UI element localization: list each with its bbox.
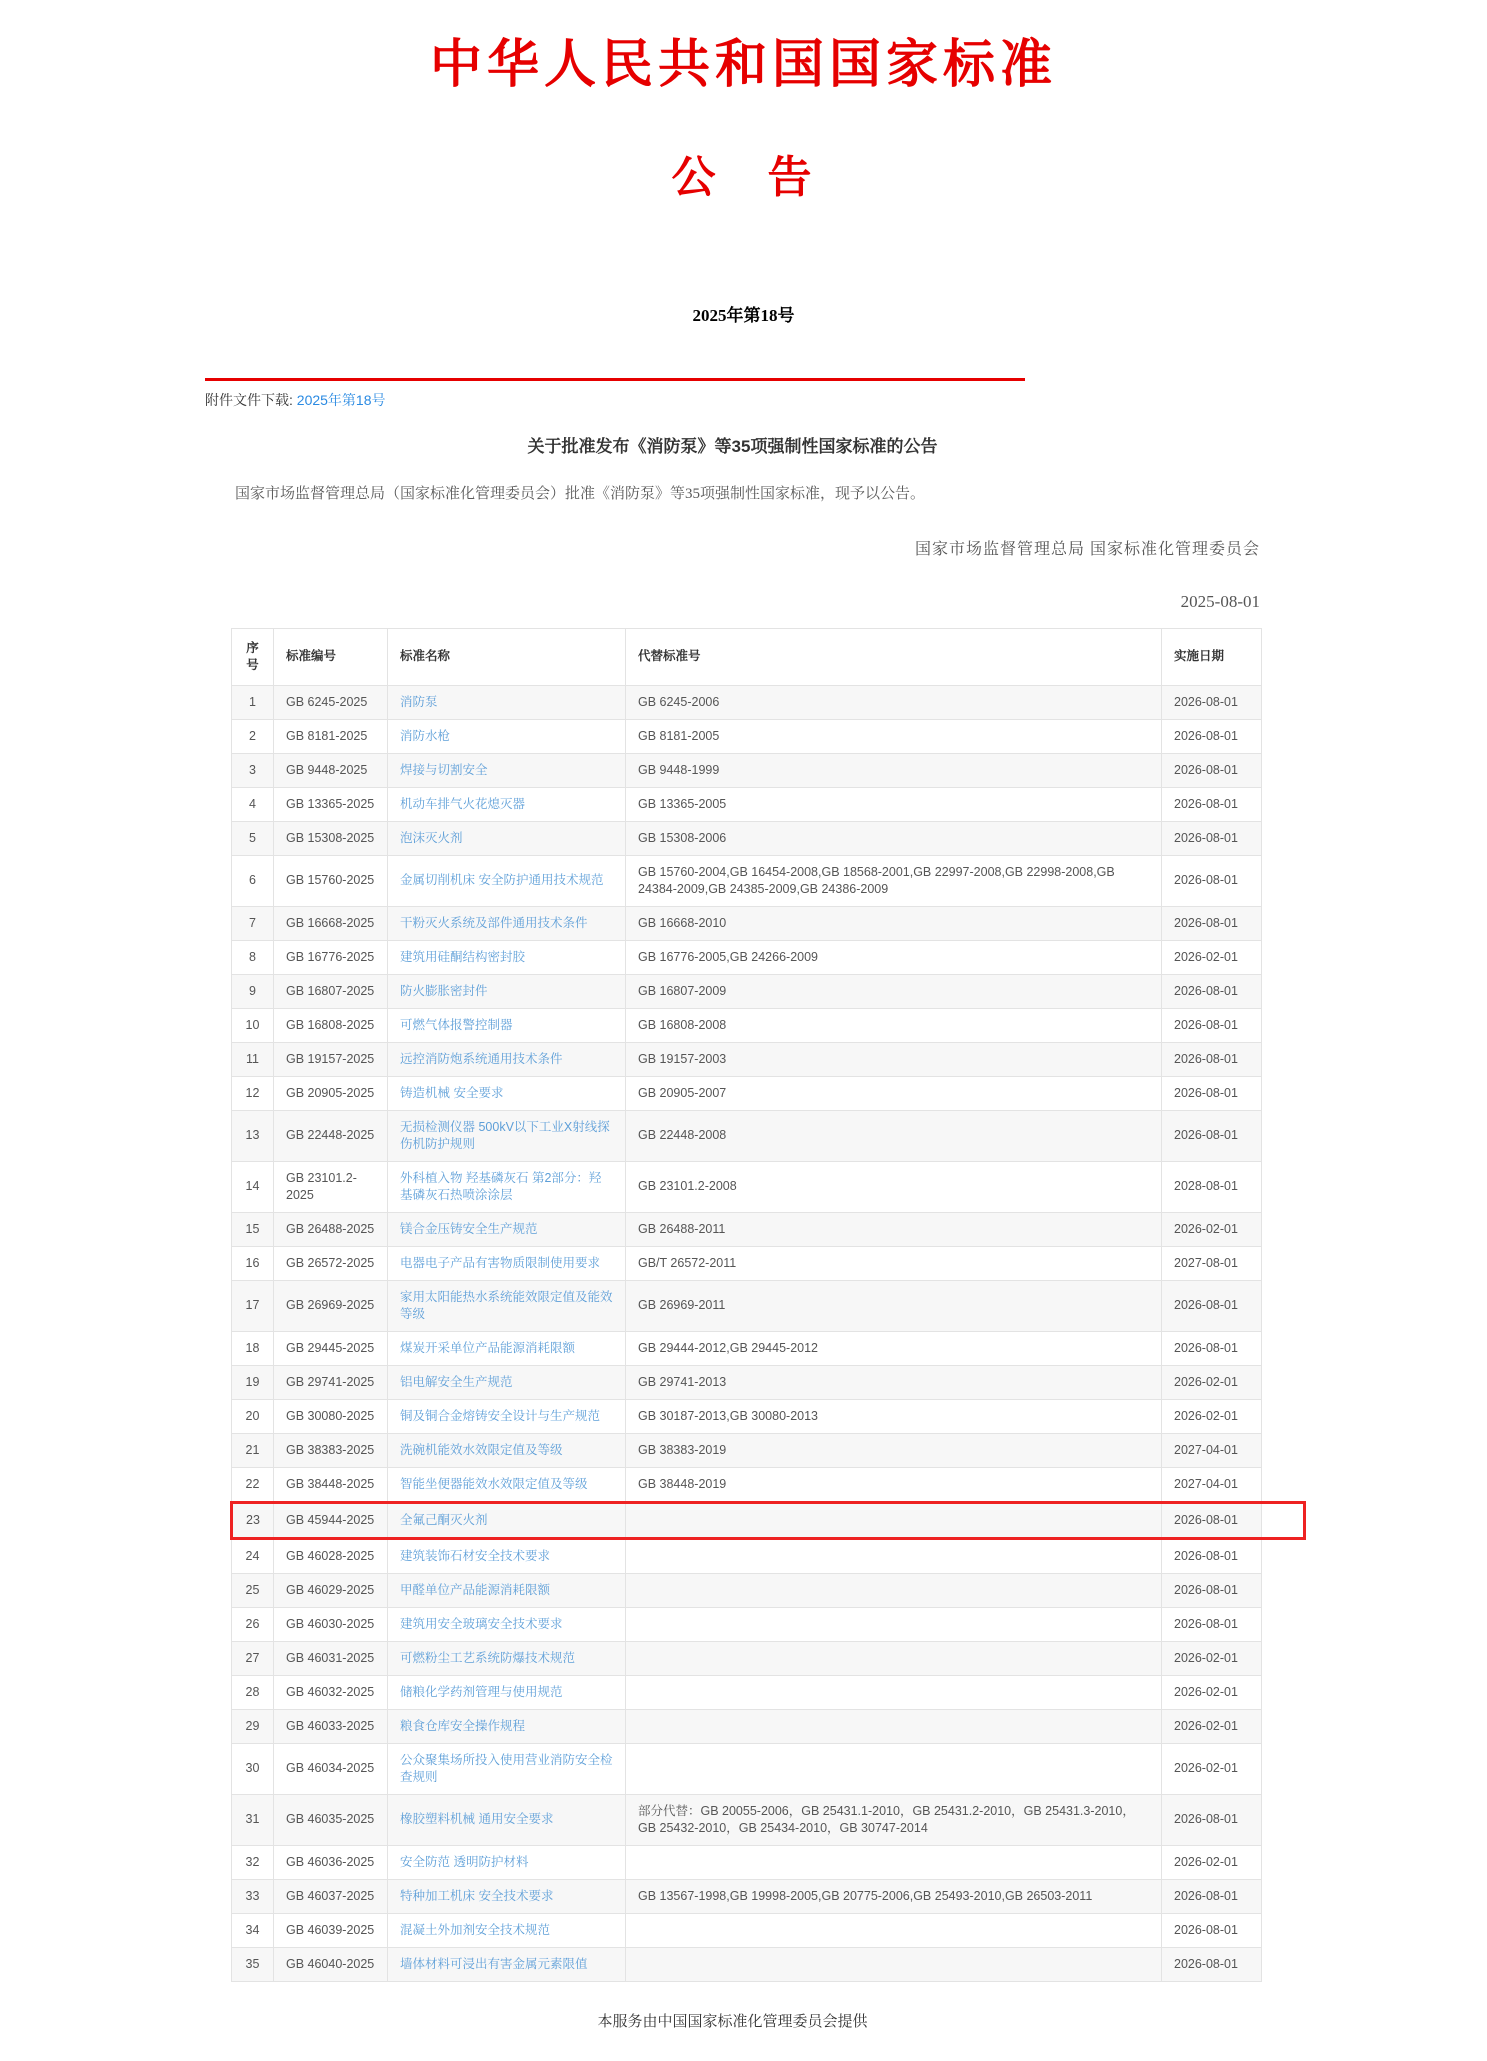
cell-implementation-date: 2026-02-01 xyxy=(1162,1709,1262,1743)
cell-standard-code: GB 46028-2025 xyxy=(274,1538,388,1573)
cell-replaced-standards: GB 26969-2011 xyxy=(626,1280,1162,1331)
cell-standard-code: GB 26572-2025 xyxy=(274,1246,388,1280)
cell-implementation-date: 2026-08-01 xyxy=(1162,821,1262,855)
standard-name-link[interactable]: 建筑用硅酮结构密封胶 xyxy=(400,949,526,964)
cell-replaced-standards xyxy=(626,1947,1162,1981)
cell-standard-name xyxy=(388,1502,626,1538)
table-row xyxy=(232,1502,1262,1538)
standard-name-link[interactable]: 智能坐便器能效水效限定值及等级 xyxy=(400,1476,588,1491)
standard-name-link[interactable]: 洗碗机能效水效限定值及等级 xyxy=(400,1442,563,1457)
cell-serial-number: 18 xyxy=(232,1331,274,1365)
cell-implementation-date: 2026-08-01 xyxy=(1162,974,1262,1008)
cell-standard-name xyxy=(388,974,626,1008)
cell-serial-number: 25 xyxy=(232,1573,274,1607)
standard-name-link[interactable]: 机动车排气火花熄灭器 xyxy=(400,796,526,811)
table-row xyxy=(232,1913,1262,1947)
cell-replaced-standards xyxy=(626,1743,1162,1794)
cell-implementation-date: 2026-08-01 xyxy=(1162,1913,1262,1947)
attachment-label: 附件文件下载: xyxy=(205,392,293,408)
standard-name-link[interactable]: 铸造机械 安全要求 xyxy=(400,1085,504,1100)
cell-standard-name xyxy=(388,1365,626,1399)
cell-standard-code: GB 16776-2025 xyxy=(274,940,388,974)
cell-serial-number: 5 xyxy=(232,821,274,855)
standard-name-link[interactable]: 泡沫灭火剂 xyxy=(400,830,463,845)
cell-implementation-date: 2026-08-01 xyxy=(1162,1008,1262,1042)
standard-name-link[interactable]: 墙体材料可浸出有害金属元素限值 xyxy=(400,1956,588,1971)
cell-standard-name xyxy=(388,1042,626,1076)
cell-replaced-standards: GB 23101.2-2008 xyxy=(626,1161,1162,1212)
standard-name-link[interactable]: 储粮化学药剂管理与使用规范 xyxy=(400,1684,563,1699)
cell-serial-number: 33 xyxy=(232,1879,274,1913)
cell-standard-code: GB 15308-2025 xyxy=(274,821,388,855)
cell-implementation-date: 2026-08-01 xyxy=(1162,1110,1262,1161)
cell-standard-name xyxy=(388,1467,626,1502)
column-header-code: 标准编号 xyxy=(274,628,388,685)
cell-standard-name xyxy=(388,1573,626,1607)
cell-serial-number: 13 xyxy=(232,1110,274,1161)
standard-name-link[interactable]: 建筑装饰石材安全技术要求 xyxy=(400,1548,551,1563)
cell-replaced-standards: GB 20905-2007 xyxy=(626,1076,1162,1110)
table-row xyxy=(232,1433,1262,1467)
table-row xyxy=(232,1365,1262,1399)
cell-serial-number: 22 xyxy=(232,1467,274,1502)
cell-implementation-date: 2026-02-01 xyxy=(1162,1743,1262,1794)
cell-serial-number: 10 xyxy=(232,1008,274,1042)
cell-serial-number: 19 xyxy=(232,1365,274,1399)
cell-standard-code: GB 46032-2025 xyxy=(274,1675,388,1709)
cell-serial-number: 12 xyxy=(232,1076,274,1110)
cell-standard-name xyxy=(388,1743,626,1794)
cell-serial-number: 26 xyxy=(232,1607,274,1641)
cell-implementation-date: 2026-08-01 xyxy=(1162,1042,1262,1076)
standard-name-link[interactable]: 煤炭开采单位产品能源消耗限额 xyxy=(400,1340,576,1355)
cell-replaced-standards: GB 16668-2010 xyxy=(626,906,1162,940)
cell-replaced-standards: 部分代替：GB 20055-2006，GB 25431.1-2010，GB 25431.2-2010，GB 25431.3-2010，GB 25432-2010，GB 25434-2010，GB 30747-2014 xyxy=(626,1794,1162,1845)
cell-implementation-date: 2026-08-01 xyxy=(1162,753,1262,787)
cell-serial-number: 29 xyxy=(232,1709,274,1743)
standard-name-link[interactable]: 铝电解安全生产规范 xyxy=(400,1374,513,1389)
attachment-row xyxy=(205,390,1260,410)
cell-replaced-standards: GB 9448-1999 xyxy=(626,753,1162,787)
cell-standard-name xyxy=(388,1212,626,1246)
standard-name-link[interactable]: 可燃气体报警控制器 xyxy=(400,1017,513,1032)
cell-implementation-date: 2026-08-01 xyxy=(1162,855,1262,906)
cell-implementation-date: 2026-08-01 xyxy=(1162,1538,1262,1573)
cell-standard-code: GB 15760-2025 xyxy=(274,855,388,906)
cell-serial-number: 9 xyxy=(232,974,274,1008)
cell-standard-name xyxy=(388,1538,626,1573)
cell-serial-number: 32 xyxy=(232,1845,274,1879)
cell-replaced-standards xyxy=(626,1502,1162,1538)
cell-implementation-date: 2026-08-01 xyxy=(1162,1607,1262,1641)
page-title: 中华人民共和国国家标准 xyxy=(429,37,1057,94)
cell-replaced-standards xyxy=(626,1573,1162,1607)
cell-standard-code: GB 46035-2025 xyxy=(274,1794,388,1845)
cell-serial-number: 3 xyxy=(232,753,274,787)
content-container xyxy=(205,378,1260,2061)
announcement-heading: 关于批准发布《消防泵》等35项强制性国家标准的公告 xyxy=(527,437,938,456)
table-row xyxy=(232,1280,1262,1331)
table-row xyxy=(232,1573,1262,1607)
table-row xyxy=(232,906,1262,940)
standard-name-link[interactable]: 电器电子产品有害物质限制使用要求 xyxy=(400,1255,601,1270)
announcement-date: 2025-08-01 xyxy=(1180,591,1260,611)
standard-name-link[interactable]: 粮食仓库安全操作规程 xyxy=(400,1718,526,1733)
standard-name-link[interactable]: 混凝土外加剂安全技术规范 xyxy=(400,1922,551,1937)
signature: 国家市场监督管理总局 国家标准化管理委员会 xyxy=(914,540,1260,558)
cell-replaced-standards: GB 16807-2009 xyxy=(626,974,1162,1008)
cell-replaced-standards xyxy=(626,1709,1162,1743)
cell-replaced-standards: GB 8181-2005 xyxy=(626,719,1162,753)
cell-standard-code: GB 46037-2025 xyxy=(274,1879,388,1913)
table-row xyxy=(232,1641,1262,1675)
cell-serial-number: 6 xyxy=(232,855,274,906)
cell-implementation-date: 2026-08-01 xyxy=(1162,1879,1262,1913)
standard-name-link[interactable]: 远控消防炮系统通用技术条件 xyxy=(400,1051,563,1066)
cell-implementation-date: 2026-08-01 xyxy=(1162,719,1262,753)
table-row xyxy=(232,974,1262,1008)
announcement-subtitle: 公 告 xyxy=(671,153,816,202)
standard-name-link[interactable]: 无损检测仪器 500kV以下工业X射线探伤机防护规则 xyxy=(400,1119,610,1151)
cell-standard-code: GB 20905-2025 xyxy=(274,1076,388,1110)
column-header-no: 序号 xyxy=(232,628,274,685)
cell-serial-number: 34 xyxy=(232,1913,274,1947)
standard-name-link[interactable]: 镁合金压铸安全生产规范 xyxy=(400,1221,538,1236)
cell-standard-name xyxy=(388,1008,626,1042)
cell-implementation-date: 2027-04-01 xyxy=(1162,1433,1262,1467)
cell-serial-number: 24 xyxy=(232,1538,274,1573)
standard-name-link[interactable]: 甲醛单位产品能源消耗限额 xyxy=(400,1582,551,1597)
cell-replaced-standards xyxy=(626,1641,1162,1675)
table-row xyxy=(232,1607,1262,1641)
cell-standard-code: GB 16808-2025 xyxy=(274,1008,388,1042)
attachment-link[interactable]: 2025年第18号 xyxy=(296,392,386,408)
red-divider xyxy=(205,378,1025,381)
cell-serial-number: 8 xyxy=(232,940,274,974)
cell-serial-number: 23 xyxy=(232,1502,274,1538)
cell-implementation-date: 2026-02-01 xyxy=(1162,1399,1262,1433)
cell-standard-name xyxy=(388,1076,626,1110)
cell-standard-code: GB 30080-2025 xyxy=(274,1399,388,1433)
cell-implementation-date: 2026-08-01 xyxy=(1162,1076,1262,1110)
cell-replaced-standards: GB 13365-2005 xyxy=(626,787,1162,821)
table-row xyxy=(232,1794,1262,1845)
cell-replaced-standards: GB 15308-2006 xyxy=(626,821,1162,855)
standards-table xyxy=(230,628,1262,1982)
table-row xyxy=(232,1709,1262,1743)
cell-standard-name xyxy=(388,753,626,787)
cell-implementation-date: 2026-08-01 xyxy=(1162,1502,1262,1538)
cell-replaced-standards xyxy=(626,1675,1162,1709)
cell-implementation-date: 2026-02-01 xyxy=(1162,1212,1262,1246)
standard-name-link[interactable]: 公众聚集场所投入使用营业消防安全检查规则 xyxy=(400,1752,613,1784)
standard-name-link[interactable]: 铜及铜合金熔铸安全设计与生产规范 xyxy=(400,1408,601,1423)
cell-standard-code: GB 9448-2025 xyxy=(274,753,388,787)
table-row xyxy=(232,821,1262,855)
issue-number: 2025年第18号 xyxy=(692,306,795,325)
cell-standard-name xyxy=(388,1607,626,1641)
cell-replaced-standards xyxy=(626,1538,1162,1573)
cell-standard-code: GB 23101.2-2025 xyxy=(274,1161,388,1212)
cell-standard-name xyxy=(388,1110,626,1161)
cell-replaced-standards: GB 13567-1998,GB 19998-2005,GB 20775-2006,GB 25493-2010,GB 26503-2011 xyxy=(626,1879,1162,1913)
cell-replaced-standards xyxy=(626,1913,1162,1947)
standard-name-link[interactable]: 干粉灭火系统及部件通用技术条件 xyxy=(400,915,588,930)
cell-implementation-date: 2026-08-01 xyxy=(1162,1331,1262,1365)
cell-standard-code: GB 13365-2025 xyxy=(274,787,388,821)
cell-implementation-date: 2028-08-01 xyxy=(1162,1161,1262,1212)
cell-serial-number: 1 xyxy=(232,685,274,719)
table-row xyxy=(232,1042,1262,1076)
cell-standard-code: GB 38448-2025 xyxy=(274,1467,388,1502)
table-row xyxy=(232,1008,1262,1042)
standard-name-link[interactable]: 焊接与切割安全 xyxy=(400,762,488,777)
standard-name-link[interactable]: 防火膨胀密封件 xyxy=(400,983,488,998)
footer-text: 本服务由中国国家标准化管理委员会提供 xyxy=(597,2012,868,2030)
standard-name-link[interactable]: 特种加工机床 安全技术要求 xyxy=(400,1888,554,1903)
cell-standard-code: GB 46039-2025 xyxy=(274,1913,388,1947)
cell-standard-name xyxy=(388,1794,626,1845)
cell-replaced-standards: GB 19157-2003 xyxy=(626,1042,1162,1076)
table-row xyxy=(232,1076,1262,1110)
cell-serial-number: 4 xyxy=(232,787,274,821)
cell-standard-name xyxy=(388,940,626,974)
cell-implementation-date: 2026-08-01 xyxy=(1162,685,1262,719)
cell-standard-name xyxy=(388,1331,626,1365)
table-row xyxy=(232,1743,1262,1794)
cell-standard-name xyxy=(388,855,626,906)
cell-implementation-date: 2026-08-01 xyxy=(1162,1280,1262,1331)
cell-standard-code: GB 8181-2025 xyxy=(274,719,388,753)
cell-serial-number: 11 xyxy=(232,1042,274,1076)
standard-name-link[interactable]: 家用太阳能热水系统能效限定值及能效等级 xyxy=(400,1289,613,1321)
cell-serial-number: 28 xyxy=(232,1675,274,1709)
cell-standard-code: GB 6245-2025 xyxy=(274,685,388,719)
cell-implementation-date: 2026-08-01 xyxy=(1162,1573,1262,1607)
column-header-date: 实施日期 xyxy=(1162,628,1262,685)
cell-standard-name xyxy=(388,1709,626,1743)
cell-implementation-date: 2026-02-01 xyxy=(1162,1365,1262,1399)
table-row xyxy=(232,855,1262,906)
cell-standard-name xyxy=(388,1947,626,1981)
cell-standard-name xyxy=(388,821,626,855)
cell-implementation-date: 2026-02-01 xyxy=(1162,1845,1262,1879)
table-row xyxy=(232,1947,1262,1981)
cell-standard-code: GB 46031-2025 xyxy=(274,1641,388,1675)
cell-replaced-standards xyxy=(626,1845,1162,1879)
cell-standard-name xyxy=(388,1879,626,1913)
cell-standard-name xyxy=(388,685,626,719)
cell-standard-name xyxy=(388,787,626,821)
cell-serial-number: 17 xyxy=(232,1280,274,1331)
cell-standard-name xyxy=(388,1845,626,1879)
cell-replaced-standards: GB 16776-2005,GB 24266-2009 xyxy=(626,940,1162,974)
table-row xyxy=(232,685,1262,719)
cell-serial-number: 14 xyxy=(232,1161,274,1212)
page-header xyxy=(0,22,1487,326)
cell-replaced-standards: GB 38448-2019 xyxy=(626,1467,1162,1502)
cell-replaced-standards: GB 29444-2012,GB 29445-2012 xyxy=(626,1331,1162,1365)
cell-standard-name xyxy=(388,1399,626,1433)
cell-serial-number: 30 xyxy=(232,1743,274,1794)
table-row xyxy=(232,1538,1262,1573)
cell-replaced-standards: GB 22448-2008 xyxy=(626,1110,1162,1161)
cell-standard-code: GB 16807-2025 xyxy=(274,974,388,1008)
column-header-replaced: 代替标准号 xyxy=(626,628,1162,685)
table-row xyxy=(232,1110,1262,1161)
standard-name-link[interactable]: 安全防范 透明防护材料 xyxy=(400,1854,529,1869)
table-row xyxy=(232,1467,1262,1502)
cell-standard-code: GB 26969-2025 xyxy=(274,1280,388,1331)
cell-replaced-standards xyxy=(626,1607,1162,1641)
standard-name-link[interactable]: 全氟己酮灭火剂 xyxy=(400,1512,488,1527)
cell-standard-code: GB 46029-2025 xyxy=(274,1573,388,1607)
standard-name-link[interactable]: 金属切削机床 安全防护通用技术规范 xyxy=(400,873,604,887)
cell-implementation-date: 2026-08-01 xyxy=(1162,906,1262,940)
cell-standard-code: GB 46034-2025 xyxy=(274,1743,388,1794)
cell-serial-number: 2 xyxy=(232,719,274,753)
standard-name-link[interactable]: 可燃粉尘工艺系统防爆技术规范 xyxy=(400,1650,576,1665)
table-row xyxy=(232,1675,1262,1709)
cell-implementation-date: 2027-08-01 xyxy=(1162,1246,1262,1280)
standard-name-link[interactable]: 橡胶塑料机械 通用安全要求 xyxy=(400,1812,554,1826)
table-row xyxy=(232,940,1262,974)
cell-serial-number: 35 xyxy=(232,1947,274,1981)
cell-standard-code: GB 46040-2025 xyxy=(274,1947,388,1981)
table-row xyxy=(232,787,1262,821)
table-row xyxy=(232,1879,1262,1913)
standard-name-link[interactable]: 消防水枪 xyxy=(400,728,451,743)
cell-implementation-date: 2026-02-01 xyxy=(1162,1675,1262,1709)
table-row xyxy=(232,1246,1262,1280)
table-header-row xyxy=(232,628,1262,685)
cell-standard-name xyxy=(388,906,626,940)
cell-standard-name xyxy=(388,1246,626,1280)
cell-replaced-standards: GB 16808-2008 xyxy=(626,1008,1162,1042)
cell-standard-code: GB 46030-2025 xyxy=(274,1607,388,1641)
table-row xyxy=(232,719,1262,753)
standard-name-link[interactable]: 建筑用安全玻璃安全技术要求 xyxy=(400,1616,563,1631)
cell-serial-number: 31 xyxy=(232,1794,274,1845)
cell-serial-number: 15 xyxy=(232,1212,274,1246)
cell-implementation-date: 2027-04-01 xyxy=(1162,1467,1262,1502)
cell-standard-name xyxy=(388,1280,626,1331)
cell-standard-name xyxy=(388,719,626,753)
cell-standard-code: GB 45944-2025 xyxy=(274,1502,388,1538)
cell-standard-code: GB 46036-2025 xyxy=(274,1845,388,1879)
cell-implementation-date: 2026-02-01 xyxy=(1162,1641,1262,1675)
cell-replaced-standards: GB 38383-2019 xyxy=(626,1433,1162,1467)
cell-standard-code: GB 46033-2025 xyxy=(274,1709,388,1743)
cell-replaced-standards: GB/T 26572-2011 xyxy=(626,1246,1162,1280)
cell-serial-number: 21 xyxy=(232,1433,274,1467)
cell-standard-name xyxy=(388,1675,626,1709)
cell-implementation-date: 2026-08-01 xyxy=(1162,787,1262,821)
cell-serial-number: 27 xyxy=(232,1641,274,1675)
table-row xyxy=(232,1331,1262,1365)
cell-standard-name xyxy=(388,1913,626,1947)
table-row xyxy=(232,1845,1262,1879)
cell-standard-name xyxy=(388,1433,626,1467)
cell-serial-number: 16 xyxy=(232,1246,274,1280)
cell-implementation-date: 2026-08-01 xyxy=(1162,1794,1262,1845)
table-row xyxy=(232,753,1262,787)
standard-name-link[interactable]: 消防泵 xyxy=(400,694,438,709)
cell-replaced-standards: GB 6245-2006 xyxy=(626,685,1162,719)
cell-replaced-standards: GB 30187-2013,GB 30080-2013 xyxy=(626,1399,1162,1433)
cell-standard-name xyxy=(388,1161,626,1212)
cell-standard-code: GB 22448-2025 xyxy=(274,1110,388,1161)
cell-standard-code: GB 26488-2025 xyxy=(274,1212,388,1246)
cell-standard-code: GB 38383-2025 xyxy=(274,1433,388,1467)
cell-implementation-date: 2026-08-01 xyxy=(1162,1947,1262,1981)
cell-standard-code: GB 29445-2025 xyxy=(274,1331,388,1365)
table-row xyxy=(232,1212,1262,1246)
column-header-name: 标准名称 xyxy=(388,628,626,685)
table-row xyxy=(232,1161,1262,1212)
cell-standard-code: GB 16668-2025 xyxy=(274,906,388,940)
cell-standard-code: GB 19157-2025 xyxy=(274,1042,388,1076)
table-row xyxy=(232,1399,1262,1433)
cell-standard-code: GB 29741-2025 xyxy=(274,1365,388,1399)
cell-replaced-standards: GB 29741-2013 xyxy=(626,1365,1162,1399)
standard-name-link[interactable]: 外科植入物 羟基磷灰石 第2部分：羟基磷灰石热喷涂涂层 xyxy=(400,1170,602,1202)
cell-standard-name xyxy=(388,1641,626,1675)
cell-replaced-standards: GB 15760-2004,GB 16454-2008,GB 18568-2001,GB 22997-2008,GB 22998-2008,GB 24384-2009,GB 24385-2009,GB 24386-2009 xyxy=(626,855,1162,906)
cell-replaced-standards: GB 26488-2011 xyxy=(626,1212,1162,1246)
announcement-body: 国家市场监督管理总局（国家标准化管理委员会）批准《消防泵》等35项强制性国家标准，现予以公告。 xyxy=(235,486,926,502)
cell-serial-number: 7 xyxy=(232,906,274,940)
cell-serial-number: 20 xyxy=(232,1399,274,1433)
cell-implementation-date: 2026-02-01 xyxy=(1162,940,1262,974)
